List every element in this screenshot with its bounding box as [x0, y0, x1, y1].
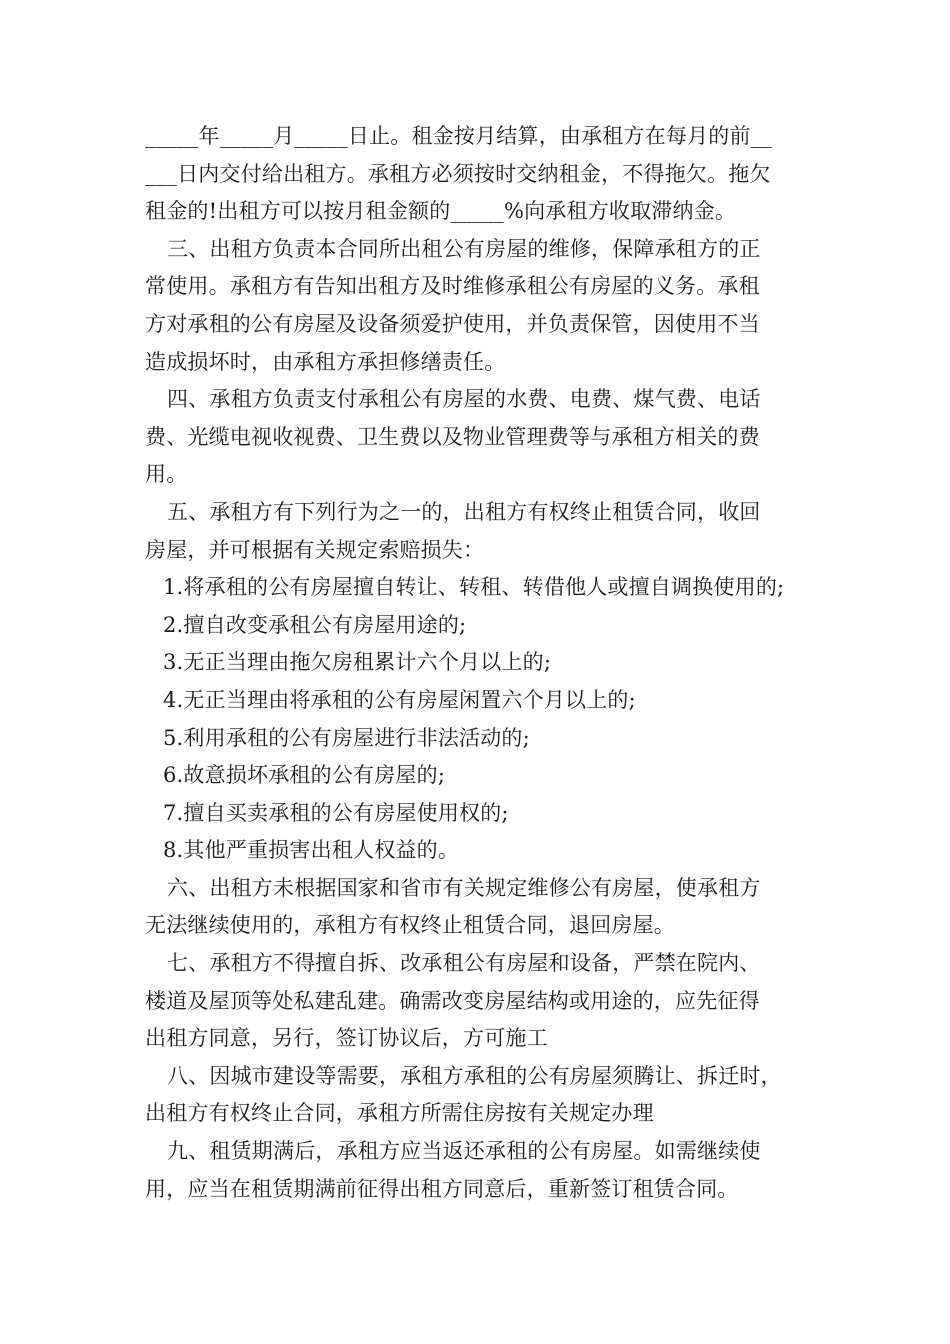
clause-9	[145, 1133, 825, 1208]
text-line: 费、光缆电视收视费、卫生费以及物业管理费等与承租方相关的费	[145, 424, 760, 449]
text-line: 八、因城市建设等需要，承租方承租的公有房屋须腾让、拆迁时，	[167, 1063, 782, 1088]
text-line: 五、承租方有下列行为之一的，出租方有权终止租赁合同，收回	[167, 499, 761, 524]
clause-5	[145, 494, 825, 569]
clause-8	[145, 1058, 825, 1133]
clause-5-list	[145, 569, 825, 870]
text-line: 三、出租方负责本合同所出租公有房屋的维修，保障承租方的正	[167, 236, 761, 261]
clause-7	[145, 945, 825, 1058]
list-item: 3.无正当理由拖欠房租累计六个月以上的;	[163, 650, 552, 675]
list-item: 7.擅自买卖承租的公有房屋使用权的;	[163, 800, 509, 825]
list-item: 4.无正当理由将承租的公有房屋闲置六个月以上的;	[163, 687, 636, 712]
text-line: ___日内交付给出租方。承租方必须按时交纳租金，不得拖欠。拖欠	[145, 161, 771, 186]
text-line: 六、出租方未根据国家和省市有关规定维修公有房屋，使承租方	[167, 875, 761, 900]
clause-6	[145, 870, 825, 945]
list-item: 2.擅自改变承租公有房屋用途的;	[163, 612, 467, 637]
text-line: 七、承租方不得擅自拆、改承租公有房屋和设备，严禁在院内、	[167, 951, 761, 976]
text-line: 四、承租方负责支付承租公有房屋的水费、电费、煤气费、电话	[167, 387, 761, 412]
text-line: 造成损坏时，由承租方承担修缮责任。	[145, 349, 506, 374]
text-line: 用。	[145, 462, 188, 487]
text-line: 用，应当在租赁期满前征得出租方同意后，重新签订租赁合同。	[145, 1176, 739, 1201]
text-line: 房屋，并可根据有关规定索赔损失：	[145, 537, 485, 562]
list-item: 6.故意损坏承租的公有房屋的;	[163, 763, 446, 788]
document-page	[145, 118, 825, 1208]
text-line: 楼道及屋顶等处私建乱建。确需改变房屋结构或用途的，应先征得	[145, 988, 760, 1013]
clause-4	[145, 381, 825, 494]
text-line: 出租方有权终止合同，承租方所需住房按有关规定办理	[145, 1101, 654, 1126]
list-item: 1.将承租的公有房屋擅自转让、转租、转借他人或擅自调换使用的;	[163, 575, 785, 600]
text-line: 方对承租的公有房屋及设备须爱护使用，并负责保管，因使用不当	[145, 311, 760, 336]
text-line: 出租方同意，另行，签订协议后，方可施工	[145, 1026, 548, 1051]
list-item: 5.利用承租的公有房屋进行非法活动的;	[163, 725, 530, 750]
text-line: 九、租赁期满后，承租方应当返还承租的公有房屋。如需继续使	[167, 1139, 761, 1164]
text-line: 租金的!出租方可以按月租金额的_____%向承租方收取滞纳金。	[145, 199, 737, 224]
clause-3	[145, 231, 825, 381]
paragraph-rent-terms	[145, 118, 825, 231]
list-item: 8.其他严重损害出租人权益的。	[163, 838, 460, 863]
text-line: 无法继续使用的，承租方有权终止租赁合同，退回房屋。	[145, 913, 675, 938]
text-line: 常使用。承租方有告知出租方及时维修承租公有房屋的义务。承租	[145, 274, 760, 299]
text-line: _____年_____月_____日止。租金按月结算，由承租方在每月的前__	[145, 124, 773, 148]
